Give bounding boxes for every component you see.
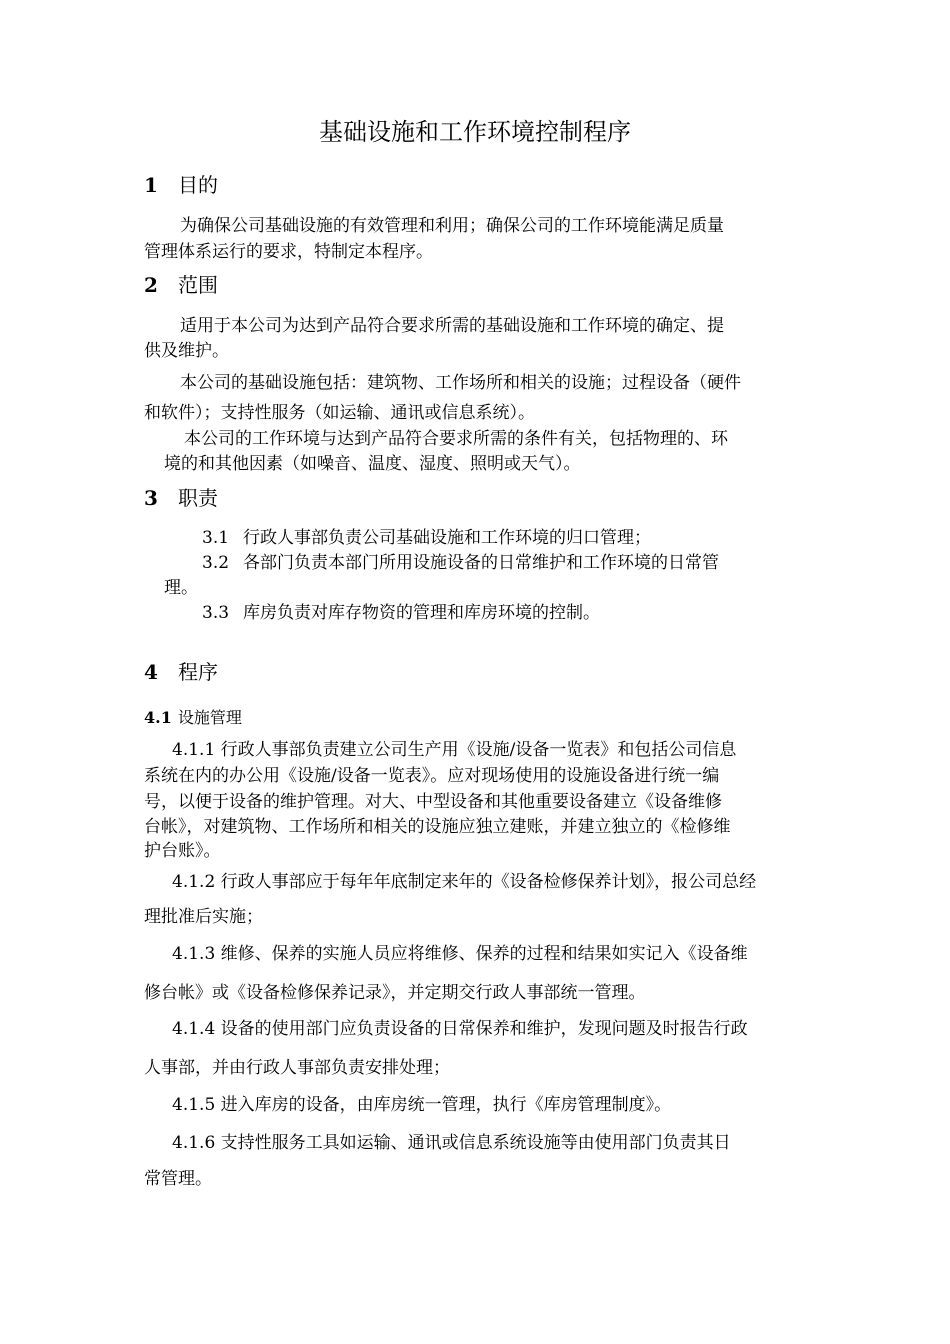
paragraph-line: 人事部，并由行政人事部负责安排处理；: [144, 1058, 450, 1078]
item-text: 行政人事部负责公司基础设施和工作环境的归口管理；: [243, 528, 652, 548]
paragraph-line: 4.1.3 维修、保养的实施人员应将维修、保养的过程和结果如实记入《设备维: [172, 944, 748, 964]
section-number: 3: [144, 486, 158, 510]
paragraph-line: 管理体系运行的要求，特制定本程序。: [144, 242, 433, 262]
item-number: 3.3: [202, 603, 230, 623]
list-item: [202, 550, 719, 576]
section-number: 1: [144, 173, 158, 197]
paragraph-line: 护台账》。: [144, 841, 221, 861]
subsection-4-1-heading: [144, 706, 242, 730]
paragraph-line: 4.1.2 行政人事部应于每年年底制定来年的《设备检修保养计划》，报公司总经: [172, 872, 757, 892]
paragraph-line: 系统在内的办公用《设施/设备一览表》。应对现场使用的设施设备进行统一编: [144, 766, 720, 786]
paragraph-line: 适用于本公司为达到产品符合要求所需的基础设施和工作环境的确定、提: [180, 316, 724, 336]
item-number: 3.1: [202, 528, 230, 548]
section-2-heading: [144, 271, 218, 299]
list-item: [202, 600, 600, 626]
section-3-heading: [144, 484, 218, 512]
paragraph-line: 台帐》，对建筑物、工作场所和相关的设施应独立建账，并建立独立的《检修维: [144, 817, 731, 837]
paragraph-line: 4.1.4 设备的使用部门应负责设备的日常保养和维护，发现问题及时报告行政: [172, 1019, 748, 1039]
paragraph-line: 本公司的基础设施包括：建筑物、工作场所和相关的设施；过程设备（硬件: [180, 373, 741, 393]
paragraph-line: 修台帐》或《设备检修保养记录》，并定期交行政人事部统一管理。: [144, 983, 646, 1003]
section-title: 职责: [178, 486, 218, 510]
paragraph-line: 常管理。: [144, 1169, 212, 1189]
section-4-heading: [144, 658, 218, 686]
paragraph-line: 本公司的工作环境与达到产品符合要求所需的条件有关，包括物理的、环: [184, 429, 728, 449]
paragraph-line: 境的和其他因素（如噪音、温度、湿度、照明或天气）。: [164, 454, 581, 474]
section-title: 目的: [178, 173, 218, 197]
paragraph-line: 号，以便于设备的维护管理。对大、中型设备和其他重要设备建立《设备维修: [144, 792, 722, 812]
paragraph-line: 4.1.1 行政人事部负责建立公司生产用《设施/设备一览表》和包括公司信息: [172, 740, 737, 760]
paragraph-line: 为确保公司基础设施的有效管理和利用；确保公司的工作环境能满足质量: [180, 216, 724, 236]
paragraph-line: 理批准后实施；: [144, 907, 263, 927]
paragraph-line: 理。: [164, 578, 198, 598]
paragraph-line: 供及维护。: [144, 341, 229, 361]
item-text: 库房负责对库存物资的管理和库房环境的控制。: [243, 603, 601, 623]
subsection-number: 4.1: [144, 708, 172, 727]
section-number: 4: [144, 660, 158, 684]
subsection-title: 设施管理: [177, 708, 242, 727]
item-number: 3.2: [202, 553, 230, 573]
list-item: [202, 525, 651, 551]
paragraph-line: 4.1.5 进入库房的设备，由库房统一管理，执行《库房管理制度》。: [172, 1095, 672, 1115]
section-title: 范围: [178, 273, 218, 297]
paragraph-line: 和软件）；支持性服务（如运输、通讯或信息系统）。: [144, 403, 535, 423]
item-text: 各部门负责本部门所用设施设备的日常维护和工作环境的日常管: [243, 553, 720, 573]
section-number: 2: [144, 273, 158, 297]
document-title: 基础设施和工作环境控制程序: [319, 118, 631, 146]
paragraph-line: 4.1.6 支持性服务工具如运输、通讯或信息系统设施等由使用部门负责其日: [172, 1133, 731, 1153]
section-title: 程序: [178, 660, 218, 684]
section-1-heading: [144, 171, 218, 199]
